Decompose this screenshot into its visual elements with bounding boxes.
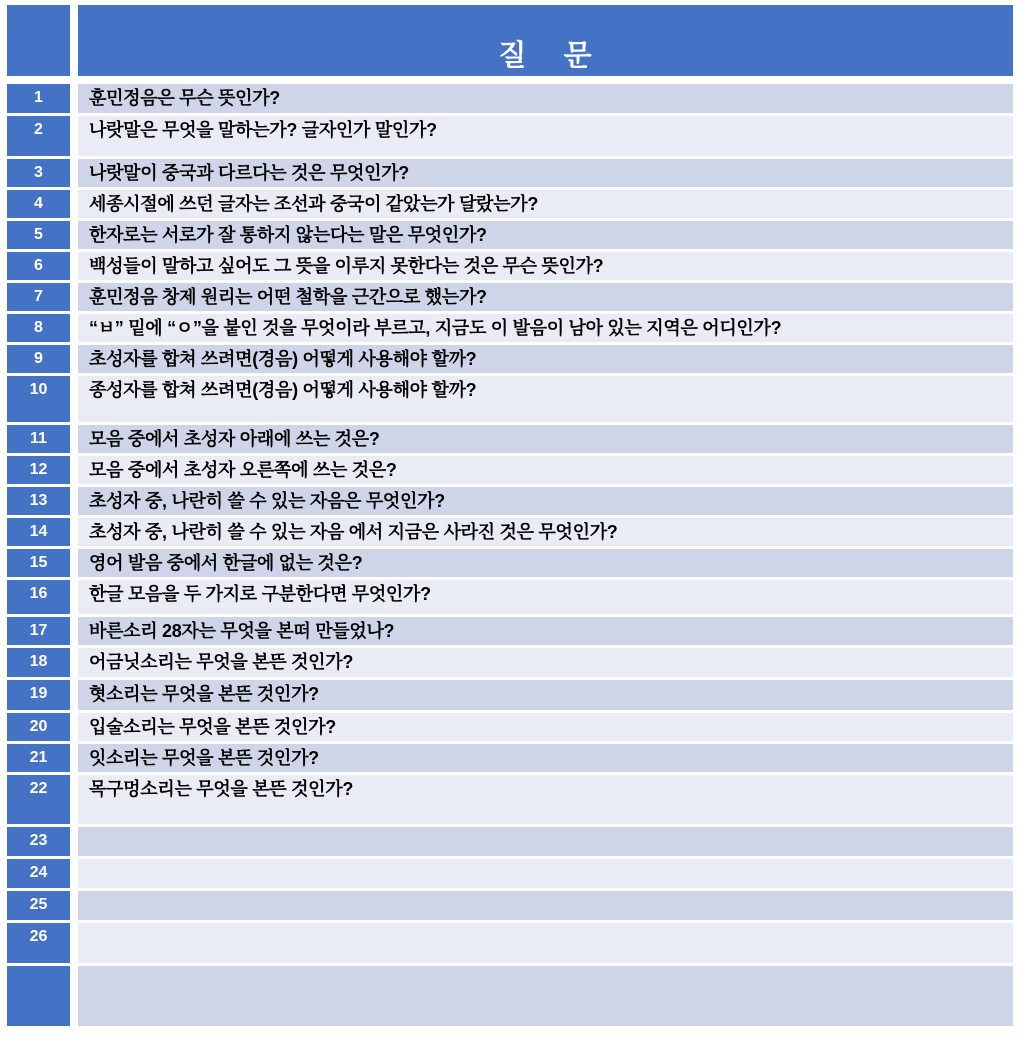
- table-row: [7, 775, 1013, 824]
- row-number: 15: [29, 554, 48, 571]
- question-cell: [78, 84, 1013, 113]
- row-number: 13: [29, 492, 48, 509]
- table-row: [7, 159, 1013, 187]
- question-text: 세종시절에 쓰던 글자는 조선과 중국이 같았는가 달랐는가?: [89, 194, 539, 214]
- row-number: 21: [29, 749, 48, 766]
- row-number: 22: [29, 780, 48, 797]
- row-number-cell: [7, 159, 70, 187]
- question-cell: [78, 744, 1013, 772]
- row-number: 14: [29, 523, 48, 540]
- question-cell: [78, 580, 1013, 614]
- row-number-cell: [7, 775, 70, 824]
- table-body: [7, 84, 1013, 1026]
- question-cell: [78, 923, 1013, 963]
- question-text: 영어 발음 중에서 한글에 없는 것은?: [89, 553, 363, 573]
- table-row: [7, 891, 1013, 920]
- question-text: 한자로는 서로가 잘 통하지 않는다는 말은 무엇인가?: [89, 225, 487, 245]
- row-number-cell: [7, 190, 70, 218]
- question-text: 백성들이 말하고 싶어도 그 뜻을 이루지 못한다는 것은 무슨 뜻인가?: [89, 256, 604, 276]
- question-cell: [78, 827, 1013, 856]
- question-cell: [78, 314, 1013, 342]
- row-number: 25: [29, 896, 48, 913]
- table-row: [7, 648, 1013, 677]
- table-row: [7, 827, 1013, 856]
- row-number-cell: [7, 549, 70, 577]
- question-cell: [78, 775, 1013, 824]
- table-row: [7, 376, 1013, 422]
- row-number-cell: [7, 456, 70, 484]
- row-number: 8: [34, 319, 43, 336]
- question-cell: [78, 283, 1013, 311]
- question-text: 모음 중에서 초성자 오른쪽에 쓰는 것은?: [89, 460, 397, 480]
- row-number-cell: [7, 827, 70, 856]
- table-row: [7, 580, 1013, 614]
- question-cell: [78, 376, 1013, 422]
- table-row: [7, 923, 1013, 963]
- row-number: 19: [29, 685, 48, 702]
- table-row: [7, 744, 1013, 772]
- page-title: 질 문: [498, 40, 593, 72]
- question-cell: [78, 617, 1013, 645]
- row-number: 23: [29, 832, 48, 849]
- question-text: 나랏말이 중국과 다르다는 것은 무엇인가?: [89, 163, 409, 183]
- row-number: 18: [29, 653, 48, 670]
- question-text: 어금닛소리는 무엇을 본뜬 것인가?: [89, 652, 354, 672]
- row-number-cell: [7, 487, 70, 515]
- question-cell: [78, 966, 1013, 1026]
- question-cell: [78, 680, 1013, 710]
- table-row: [7, 425, 1013, 453]
- row-number-cell: [7, 744, 70, 772]
- row-number: 24: [29, 864, 48, 881]
- question-cell: [78, 221, 1013, 249]
- question-cell: [78, 549, 1013, 577]
- question-text: 모음 중에서 초성자 아래에 쓰는 것은?: [89, 429, 380, 449]
- row-number-cell: [7, 252, 70, 280]
- row-number: 3: [34, 164, 43, 181]
- table-row: [7, 680, 1013, 710]
- row-number: 12: [29, 461, 48, 478]
- question-text: 훈민정음 창제 원리는 어떤 철학을 근간으로 했는가?: [89, 287, 487, 307]
- question-cell: [78, 518, 1013, 546]
- table-row: [7, 314, 1013, 342]
- row-number: 9: [34, 350, 43, 367]
- row-number-cell: [7, 425, 70, 453]
- row-number-cell: [7, 966, 70, 1026]
- row-number-cell: [7, 580, 70, 614]
- question-text: 입술소리는 무엇을 본뜬 것인가?: [89, 717, 336, 737]
- question-cell: [78, 190, 1013, 218]
- corner-cell: [7, 5, 70, 76]
- row-number-cell: [7, 648, 70, 677]
- question-text: 초성자를 합쳐 쓰려면(경음) 어떻게 사용해야 할까?: [89, 349, 477, 369]
- table-row: [7, 549, 1013, 577]
- question-cell: [78, 648, 1013, 677]
- row-number: 6: [34, 257, 43, 274]
- row-number: 26: [29, 928, 48, 945]
- row-number: 1: [34, 89, 43, 106]
- row-number: 20: [29, 718, 48, 735]
- row-number: 4: [34, 195, 43, 212]
- question-text: 한글 모음을 두 가지로 구분한다면 무엇인가?: [89, 584, 431, 604]
- question-cell: [78, 713, 1013, 741]
- row-number-cell: [7, 283, 70, 311]
- row-number: 5: [34, 226, 43, 243]
- table-row: [7, 617, 1013, 645]
- table-row: [7, 518, 1013, 546]
- question-text: 목구멍소리는 무엇을 본뜬 것인가?: [89, 779, 354, 799]
- table-header-row: [7, 5, 1013, 76]
- table-row: [7, 190, 1013, 218]
- question-cell: [78, 159, 1013, 187]
- question-cell: [78, 252, 1013, 280]
- table-row: [7, 487, 1013, 515]
- row-number-cell: [7, 84, 70, 113]
- row-number: 10: [29, 381, 48, 398]
- question-cell: [78, 859, 1013, 888]
- question-text: “ㅂ” 밑에 “ㅇ”을 붙인 것을 무엇이라 부르고, 지금도 이 발음이 남아 있는 지역은 어디인가?: [89, 318, 782, 338]
- row-number-cell: [7, 680, 70, 710]
- row-number-cell: [7, 891, 70, 920]
- question-text: 종성자를 합쳐 쓰려면(경음) 어떻게 사용해야 할까?: [89, 380, 477, 400]
- row-number: 7: [34, 288, 43, 305]
- question-text: 초성자 중, 나란히 쓸 수 있는 자음 에서 지금은 사라진 것은 무엇인가?: [89, 522, 618, 542]
- table-row: [7, 966, 1013, 1026]
- table-row: [7, 456, 1013, 484]
- question-cell: [78, 487, 1013, 515]
- question-text: 훈민정음은 무슨 뜻인가?: [89, 88, 280, 108]
- row-number-cell: [7, 314, 70, 342]
- question-cell: [78, 116, 1013, 156]
- row-number-cell: [7, 376, 70, 422]
- row-number: 17: [29, 622, 48, 639]
- question-cell: [78, 891, 1013, 920]
- table-row: [7, 859, 1013, 888]
- table-row: [7, 345, 1013, 373]
- question-text: 바른소리 28자는 무엇을 본떠 만들었나?: [89, 621, 395, 641]
- row-number-cell: [7, 221, 70, 249]
- row-number: 2: [34, 121, 43, 138]
- table-row: [7, 116, 1013, 156]
- row-number-cell: [7, 345, 70, 373]
- table-header: [78, 5, 1013, 76]
- question-cell: [78, 345, 1013, 373]
- row-number: 11: [30, 430, 47, 447]
- row-number-cell: [7, 518, 70, 546]
- table-row: [7, 713, 1013, 741]
- row-number-cell: [7, 617, 70, 645]
- table-row: [7, 252, 1013, 280]
- question-cell: [78, 425, 1013, 453]
- table-row: [7, 84, 1013, 113]
- row-number-cell: [7, 859, 70, 888]
- question-text: 초성자 중, 나란히 쓸 수 있는 자음은 무엇인가?: [89, 491, 445, 511]
- row-number-cell: [7, 713, 70, 741]
- question-cell: [78, 456, 1013, 484]
- row-number-cell: [7, 923, 70, 963]
- table-row: [7, 283, 1013, 311]
- question-text: 잇소리는 무엇을 본뜬 것인가?: [89, 748, 319, 768]
- question-text: 혓소리는 무엇을 본뜬 것인가?: [89, 684, 319, 704]
- row-number-cell: [7, 116, 70, 156]
- question-text: 나랏말은 무엇을 말하는가? 글자인가 말인가?: [89, 120, 437, 140]
- row-number: 16: [29, 585, 48, 602]
- table-row: [7, 221, 1013, 249]
